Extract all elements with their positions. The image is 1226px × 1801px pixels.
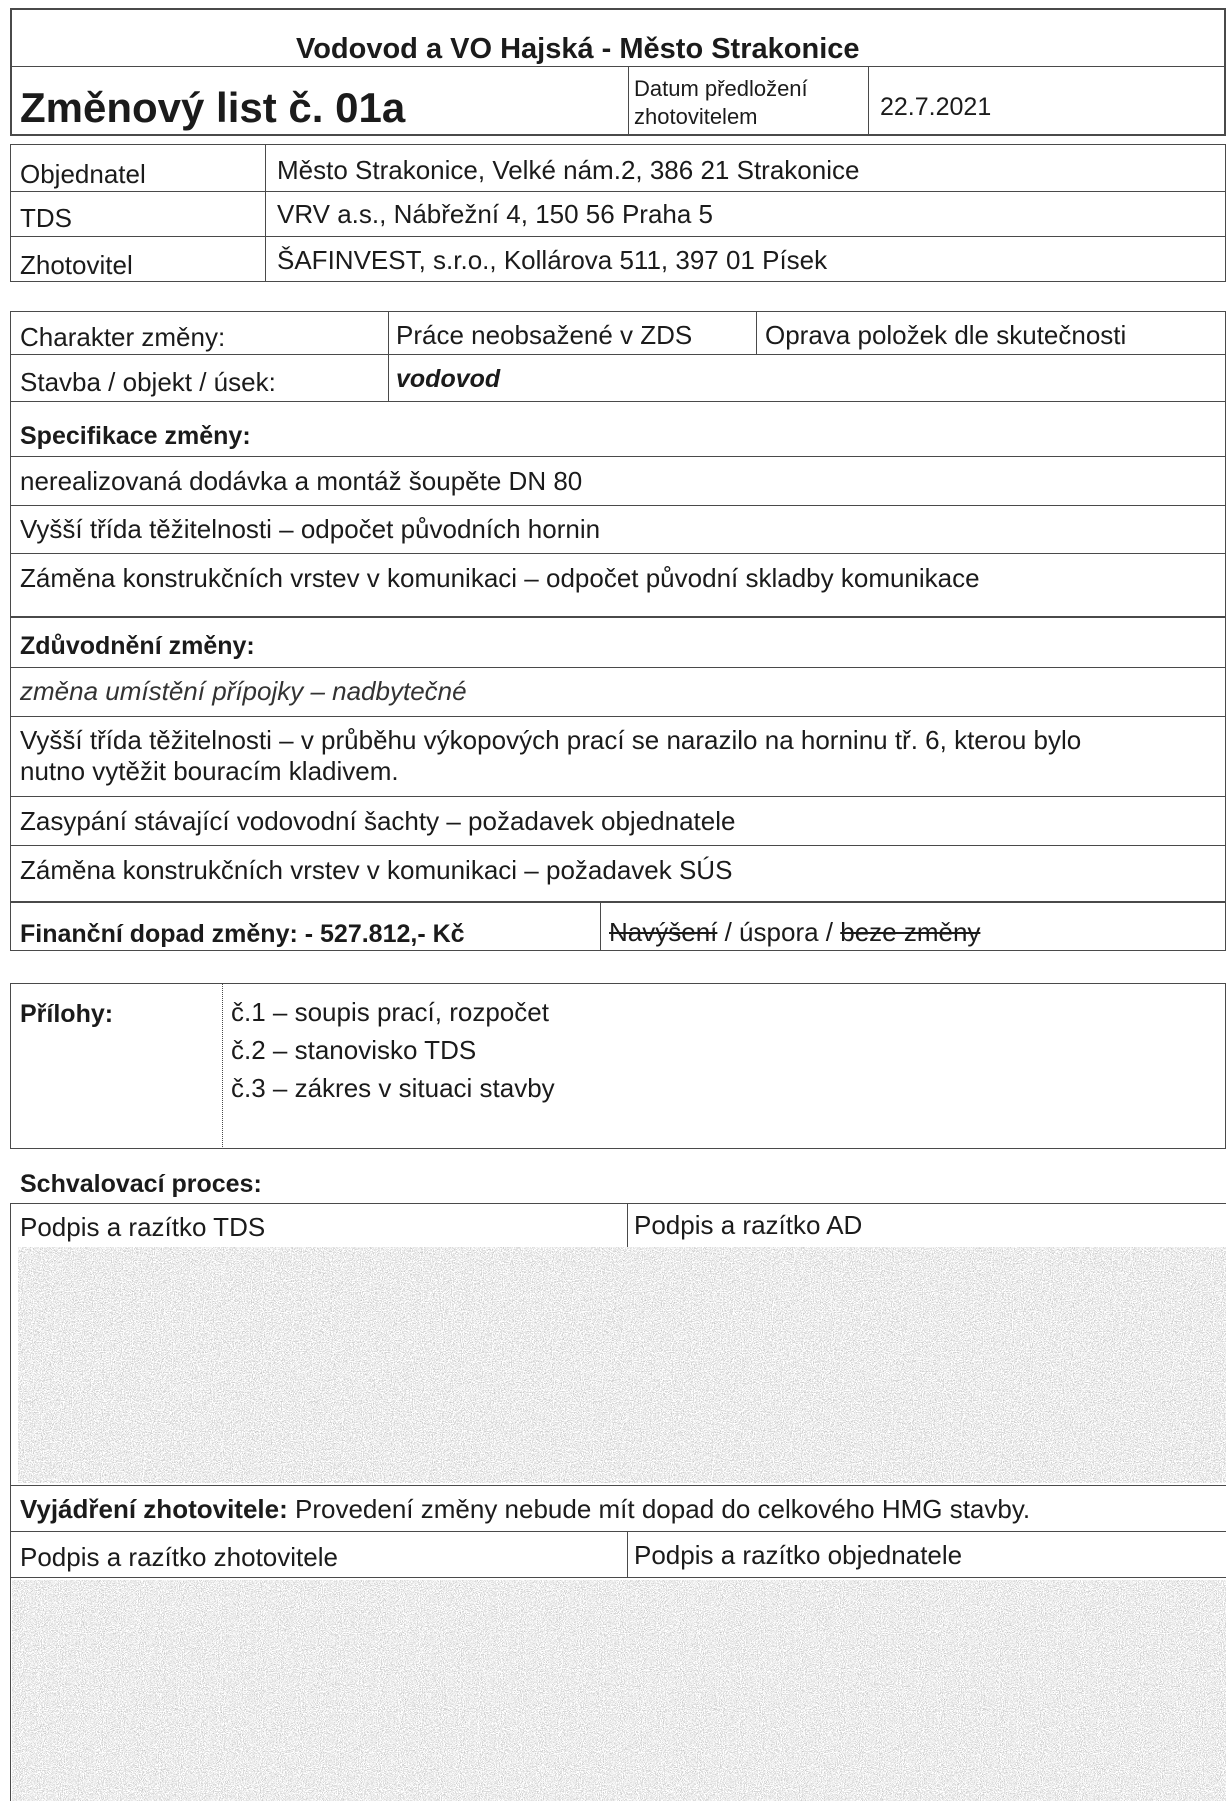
parties-row-line-1 (10, 191, 1226, 192)
date-label-divider (628, 66, 629, 136)
attachments-divider (222, 983, 223, 1149)
spec-line-0 (10, 456, 1226, 457)
contractor-statement (20, 1494, 1030, 1524)
parties-row-line-2 (10, 236, 1226, 237)
contractor-statement-label: Vyjádření zhotovitele: (20, 1494, 288, 1524)
character-divider-1 (388, 311, 389, 401)
sig-ad-label: Podpis a razítko AD (634, 1210, 863, 1240)
reason-line-1 (10, 716, 1226, 717)
financial-option-saving: / úspora / (717, 917, 841, 947)
parties-divider (265, 144, 266, 282)
reason-item: Záměna konstrukčních vrstev v komunikaci – požadavek SÚS (20, 855, 733, 885)
reason-item: Vyšší třída těžitelnosti – v průběhu výkopových prací se narazilo na horninu tř. 6, kterou bylo (20, 725, 1082, 755)
redacted-signature-area-contractor-client (12, 1580, 1226, 1801)
approval-top-line (10, 1203, 1226, 1204)
spec-item: Vyšší třída těžitelnosti – odpočet původních hornin (20, 514, 601, 544)
document-title: Změnový list č. 01a (20, 84, 406, 131)
attachment-item: č.3 – zákres v situaci stavby (231, 1073, 555, 1103)
character-value-1: Práce neobsažené v ZDS (396, 320, 693, 350)
attachments-block (10, 983, 1226, 1149)
date-value-divider (868, 66, 869, 136)
object-row-line (10, 401, 1226, 402)
redacted-signature-area-tds-ad (18, 1247, 1226, 1483)
approval-left-border (10, 1203, 11, 1801)
character-row-line (10, 354, 1226, 355)
attachments-label: Přílohy: (20, 1000, 114, 1028)
financial-line (10, 901, 1226, 903)
reason-heading: Zdůvodnění změny: (20, 632, 255, 660)
financial-option-nochange: beze změny (840, 917, 981, 947)
spec-heading: Specifikace změny: (20, 422, 251, 450)
object-label: Stavba / objekt / úsek: (20, 367, 276, 397)
character-value-2: Oprava položek dle skutečnosti (765, 320, 1127, 350)
sig-row2-bottom-line (10, 1577, 1226, 1578)
character-label: Charakter změny: (20, 322, 226, 352)
financial-impact: Finanční dopad změny: - 527.812,- Kč (20, 920, 465, 948)
contractor-statement-text: Provedení změny nebude mít dopad do celkového HMG stavby. (287, 1494, 1031, 1524)
party-label-tds: TDS (20, 203, 72, 233)
statement-top-line (10, 1485, 1226, 1486)
spec-item: Záměna konstrukčních vrstev v komunikaci – odpočet původní skladby komunikace (20, 563, 980, 593)
reason-item: změna umístění přípojky – nadbytečné (20, 676, 467, 706)
reason-line-0 (10, 667, 1226, 668)
party-value-tds: VRV a.s., Nábřežní 4, 150 56 Praha 5 (277, 199, 714, 229)
header-divider (10, 66, 1226, 67)
spec-line-2 (10, 553, 1226, 554)
financial-divider (600, 901, 601, 951)
party-value-contractor: ŠAFINVEST, s.r.o., Kollárova 511, 397 01 Písek (277, 245, 828, 275)
approval-heading: Schvalovací proces: (20, 1170, 262, 1198)
reason-line-2 (10, 796, 1226, 797)
spec-end-line (10, 616, 1226, 618)
date-value: 22.7.2021 (880, 93, 992, 121)
sig-row2-divider (627, 1531, 628, 1577)
party-value-client: Město Strakonice, Velké nám.2, 386 21 Strakonice (277, 155, 860, 185)
financial-option-increase: Navýšení (609, 917, 718, 947)
statement-bottom-line (10, 1531, 1226, 1532)
spec-item: nerealizovaná dodávka a montáž šoupěte DN 80 (20, 466, 583, 496)
reason-item: nutno vytěžit bouracím kladivem. (20, 756, 399, 786)
party-label-contractor: Zhotovitel (20, 250, 133, 280)
financial-options (609, 917, 980, 947)
reason-line-3 (10, 845, 1226, 846)
sig-contractor-label: Podpis a razítko zhotovitele (20, 1542, 338, 1572)
sig-row1-divider (627, 1203, 628, 1247)
project-title: Vodovod a VO Hajská - Město Strakonice (296, 33, 860, 65)
attachment-item: č.2 – stanovisko TDS (231, 1035, 477, 1065)
object-value: vodovod (396, 365, 501, 393)
sig-client-label: Podpis a razítko objednatele (634, 1540, 963, 1570)
reason-item: Zasypání stávající vodovodní šachty – požadavek objednatele (20, 806, 736, 836)
date-label-line2: zhotovitelem (634, 104, 758, 129)
party-label-client: Objednatel (20, 159, 146, 189)
character-divider-2 (756, 311, 757, 354)
spec-line-1 (10, 505, 1226, 506)
date-label-line1: Datum předložení (634, 76, 808, 101)
sig-tds-label: Podpis a razítko TDS (20, 1212, 266, 1242)
attachment-item: č.1 – soupis prací, rozpočet (231, 997, 549, 1027)
